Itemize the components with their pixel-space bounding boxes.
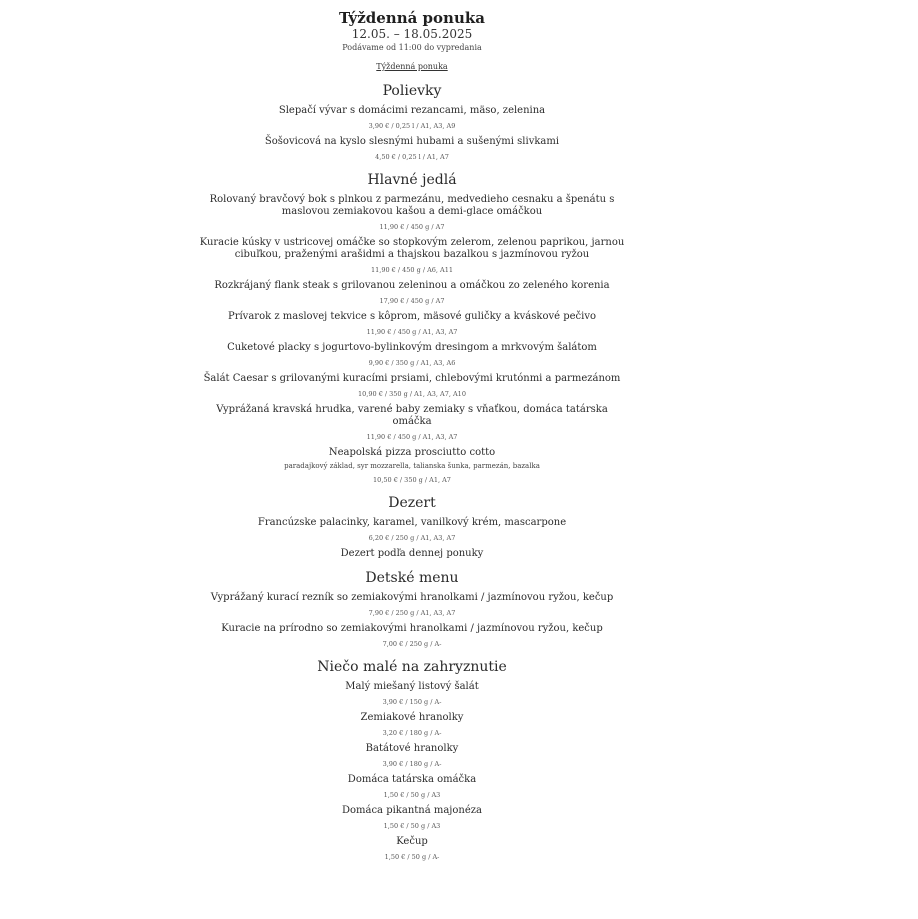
item-name: Vyprážaný kurací rezník so zemiakovými hranolkami / jazmínovou ryžou, kečup — [210, 592, 614, 603]
item-price: 6,20 € / 250 g / A1, A3, A7 — [368, 534, 456, 542]
menu-item — [0, 280, 824, 306]
menu-item — [0, 743, 824, 769]
section-title: Dezert — [388, 495, 436, 511]
menu-item — [0, 342, 824, 368]
menu-dates: 12.05. – 18.05.2025 — [351, 27, 473, 41]
item-price: 3,90 € / 150 g / A- — [382, 698, 442, 706]
item-name: Šalát Caesar s grilovanými kuracími prsiami, chlebovými krutónmi a parmezánom — [203, 373, 621, 384]
item-name: Zemiakové hranolky — [360, 712, 464, 723]
item-name: Francúzske palacinky, karamel, vanilkový krém, mascarpone — [257, 517, 567, 528]
menu-section — [0, 570, 824, 649]
page-title: Týždenná ponuka — [339, 9, 485, 27]
menu-section — [0, 83, 824, 162]
item-name: Kuracie na prírodno so zemiakovými hranolkami / jazmínovou ryžou, kečup — [221, 623, 603, 634]
item-name: Malý miešaný listový šalát — [345, 681, 479, 692]
item-name: Prívarok z maslovej tekvice s kôprom, mäsové guličky a kváskové pečivo — [227, 311, 597, 322]
menu-item — [0, 623, 824, 649]
menu-item — [0, 805, 824, 831]
item-name: Domáca tatárska omáčka — [347, 774, 477, 785]
item-price: 17,90 € / 450 g / A7 — [379, 297, 445, 305]
section-title: Niečo malé na zahryznutie — [317, 659, 507, 675]
section-title: Hlavné jedlá — [367, 172, 457, 188]
item-price: 11,90 € / 450 g / A7 — [379, 223, 445, 231]
menu-section — [0, 172, 824, 485]
section-title: Polievky — [382, 83, 442, 99]
item-price: 11,90 € / 450 g / A6, A11 — [370, 266, 453, 274]
menu-section — [0, 659, 824, 862]
item-price: 11,90 € / 450 g / A1, A3, A7 — [366, 328, 458, 336]
item-name: Dezert podľa dennej ponuky — [340, 548, 484, 559]
menu-item — [0, 237, 824, 275]
item-name: Domáca pikantná majonéza — [341, 805, 483, 816]
item-name: Kečup — [396, 836, 428, 847]
item-name: Cuketové placky s jogurtovo-bylinkovým dresingom a mrkvovým šalátom — [227, 342, 597, 353]
menu-item — [0, 592, 824, 618]
item-name: Neapolská pizza prosciutto cotto — [328, 447, 496, 458]
menu-item — [0, 194, 824, 232]
section-title: Detské menu — [365, 570, 459, 586]
item-name: Rozkrájaný flank steak s grilovanou zeleninou a omáčkou zo zeleného korenia — [214, 280, 610, 291]
serving-note: Podávame od 11:00 do vypredania — [342, 43, 482, 52]
menu-item — [0, 373, 824, 399]
weekly-menu-link[interactable]: Týždenná ponuka — [376, 62, 448, 71]
item-price: 3,90 € / 0,25 l / A1, A3, A9 — [368, 122, 456, 130]
menu-item — [0, 105, 824, 131]
item-price: 10,90 € / 350 g / A1, A3, A7, A10 — [358, 390, 466, 398]
item-price: 1,50 € / 50 g / A3 — [383, 791, 441, 799]
item-price: 9,90 € / 350 g / A1, A3, A6 — [368, 359, 456, 367]
menu-item — [0, 447, 824, 485]
item-name: Vyprážaná kravská hrudka, varené baby zemiaky s vňaťkou, domáca tatárska omáčka — [216, 404, 608, 427]
item-name: Rolovaný bravčový bok s plnkou z parmezánu, medvedieho cesnaku a špenátu s maslovou zemiakovou kašou a demi-glace omáčkou — [209, 194, 615, 217]
item-price: 3,90 € / 180 g / A- — [382, 760, 442, 768]
menu-item — [0, 681, 824, 707]
menu-item — [0, 311, 824, 337]
menu-item — [0, 836, 824, 862]
menu-item — [0, 774, 824, 800]
item-price: 1,50 € / 50 g / A- — [384, 853, 440, 861]
item-price: 4,50 € / 0,25 l / A1, A7 — [375, 153, 449, 161]
item-name: Šošovicová na kyslo slesnými hubami a sušenými slivkami — [264, 136, 560, 147]
menu-section — [0, 495, 824, 560]
item-price: 10,50 € / 350 g / A1, A7 — [373, 476, 451, 484]
menu-item — [0, 517, 824, 543]
menu-item — [0, 136, 824, 162]
menu-item — [0, 712, 824, 738]
item-price: 1,50 € / 50 g / A3 — [383, 822, 441, 830]
item-price: 11,90 € / 450 g / A1, A3, A7 — [366, 433, 458, 441]
menu-item — [0, 404, 824, 442]
item-price: 7,00 € / 250 g / A- — [382, 640, 442, 648]
item-name: Batátové hranolky — [365, 743, 459, 754]
item-description: paradajkový základ, syr mozzarella, talianska šunka, parmezán, bazalka — [284, 462, 540, 470]
item-name: Slepačí vývar s domácimi rezancami, mäso, zelenina — [278, 105, 546, 116]
item-price: 3,20 € / 180 g / A- — [382, 729, 442, 737]
item-price: 7,90 € / 250 g / A1, A3, A7 — [368, 609, 456, 617]
item-name: Kuracie kúsky v ustricovej omáčke so stopkovým zelerom, zelenou paprikou, jarnou cibuľkou, praženými arašidmi a thajskou bazalkou s jazmínovou ryžou — [199, 237, 625, 260]
menu-item — [0, 548, 824, 560]
menu-sections — [0, 83, 824, 862]
